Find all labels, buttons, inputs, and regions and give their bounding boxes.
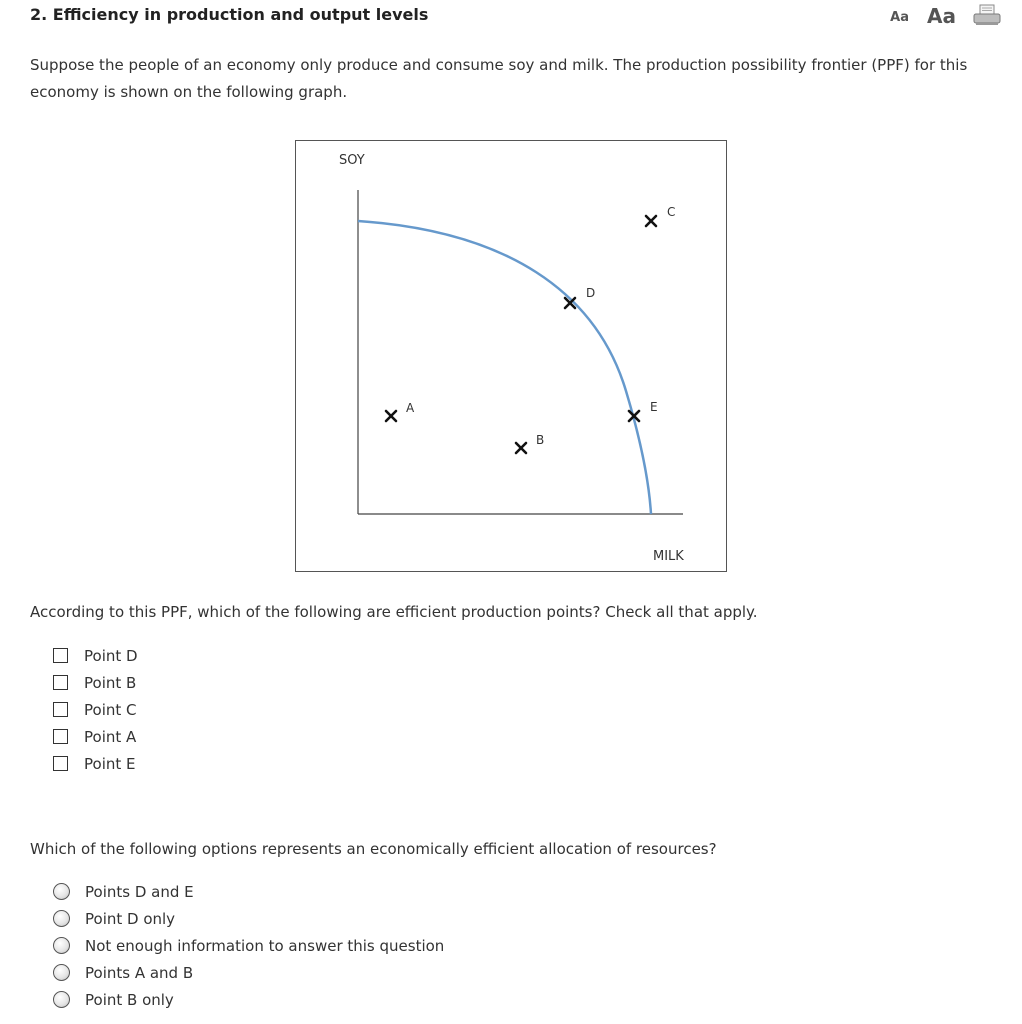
question-1-prompt: According to this PPF, which of the following are efficient production points? Check all that apply. bbox=[30, 603, 758, 621]
toolbar bbox=[872, 4, 1002, 28]
option-label: Point B only bbox=[85, 990, 174, 1009]
question-title: 2. Efficiency in production and output levels bbox=[30, 5, 429, 24]
option-label: Point C bbox=[84, 700, 137, 719]
checkbox-option-point-c[interactable] bbox=[53, 696, 138, 723]
question-intro: Suppose the people of an economy only produce and consume soy and milk. The production possibility frontier (PPF) for this economy is shown on the following graph. bbox=[30, 56, 968, 101]
checkbox-option-point-a[interactable] bbox=[53, 723, 138, 750]
point-e-label: E bbox=[650, 400, 658, 414]
point-d-label: D bbox=[586, 286, 596, 300]
point-a-marker bbox=[386, 411, 396, 421]
checkbox-option-point-b[interactable] bbox=[53, 669, 138, 696]
radio-button[interactable] bbox=[53, 883, 70, 900]
point-c-marker bbox=[646, 216, 656, 226]
font-size-small-button[interactable]: Aa bbox=[890, 10, 909, 25]
ppf-graph bbox=[295, 140, 727, 572]
option-label: Not enough information to answer this question bbox=[85, 936, 445, 955]
font-size-large-button[interactable]: Aa bbox=[927, 4, 956, 28]
radio-button[interactable] bbox=[53, 937, 70, 954]
checkbox[interactable] bbox=[53, 648, 68, 663]
option-label: Point D only bbox=[85, 909, 176, 928]
point-c-label: C bbox=[667, 205, 676, 219]
point-a-label: A bbox=[406, 401, 415, 415]
checkbox[interactable] bbox=[53, 756, 68, 771]
checkbox[interactable] bbox=[53, 729, 68, 744]
option-label: Point E bbox=[84, 754, 136, 773]
option-label: Point D bbox=[84, 646, 138, 665]
question-1-options bbox=[53, 642, 138, 777]
radio-button[interactable] bbox=[53, 991, 70, 1008]
print-icon[interactable] bbox=[972, 4, 1002, 26]
point-b-label: B bbox=[536, 433, 545, 447]
radio-option-points-a-and-b[interactable] bbox=[53, 959, 444, 986]
radio-button[interactable] bbox=[53, 910, 70, 927]
x-axis-label: MILK bbox=[653, 549, 684, 564]
checkbox[interactable] bbox=[53, 702, 68, 717]
question-2-prompt: Which of the following options represents an economically efficient allocation of resources? bbox=[30, 840, 717, 858]
option-label: Point A bbox=[84, 727, 137, 746]
point-b-marker bbox=[516, 443, 526, 453]
option-label: Points A and B bbox=[85, 963, 194, 982]
option-label: Points D and E bbox=[85, 882, 194, 901]
ppf-graph-svg bbox=[296, 141, 728, 573]
question-2-options bbox=[53, 878, 444, 1013]
radio-option-point-d-only[interactable] bbox=[53, 905, 444, 932]
radio-option-points-d-and-e[interactable] bbox=[53, 878, 444, 905]
checkbox-option-point-e[interactable] bbox=[53, 750, 138, 777]
radio-option-not-enough-info[interactable] bbox=[53, 932, 444, 959]
checkbox[interactable] bbox=[53, 675, 68, 690]
checkbox-option-point-d[interactable] bbox=[53, 642, 138, 669]
option-label: Point B bbox=[84, 673, 137, 692]
y-axis-label: SOY bbox=[339, 153, 365, 168]
radio-button[interactable] bbox=[53, 964, 70, 981]
radio-option-point-b-only[interactable] bbox=[53, 986, 444, 1013]
ppf-curve bbox=[358, 221, 651, 514]
